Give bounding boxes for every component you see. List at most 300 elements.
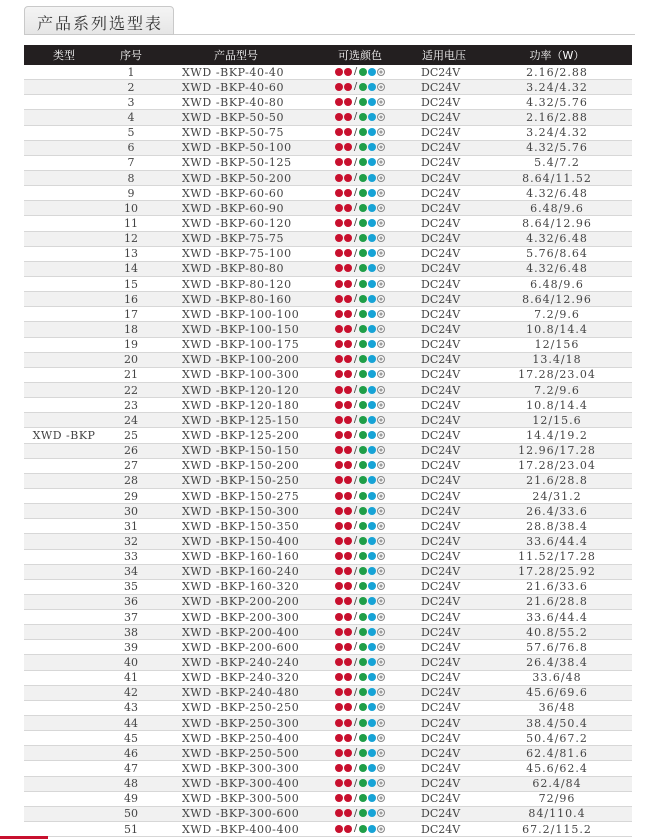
row-number: 37 — [124, 610, 138, 624]
page-title-tab — [24, 6, 174, 35]
voltage-cell: DC24V — [421, 565, 461, 579]
model-cell: XWD -BKP-150-300 — [182, 504, 300, 518]
power-cell: 33.6/44.4 — [526, 534, 588, 548]
type-label: XWD -BKP — [32, 429, 96, 442]
table-row — [24, 792, 632, 807]
table-row — [24, 655, 632, 670]
power-cell: 28.8/38.4 — [526, 519, 588, 533]
row-number: 18 — [124, 322, 138, 336]
white-dot-icon — [377, 370, 385, 378]
row-number: 33 — [124, 550, 138, 564]
row-number: 50 — [124, 807, 138, 821]
color-dots — [335, 414, 385, 425]
color-dots — [335, 323, 385, 334]
color-dots — [335, 66, 385, 77]
white-dot-icon — [377, 174, 385, 182]
power-cell: 6.48/9.6 — [530, 277, 584, 291]
voltage-cell: DC24V — [421, 686, 461, 700]
red-dot-icon — [344, 658, 352, 666]
voltage-cell: DC24V — [421, 534, 461, 548]
row-number: 15 — [124, 277, 138, 291]
power-cell: 38.4/50.4 — [526, 716, 588, 730]
red-dot-icon — [344, 597, 352, 605]
red-dot-icon — [335, 295, 343, 303]
color-options-cell — [314, 232, 406, 245]
color-options-cell — [314, 323, 406, 336]
white-dot-icon — [377, 492, 385, 500]
red-dot-icon — [335, 597, 343, 605]
slash-separator-icon: / — [353, 550, 358, 562]
row-number: 2 — [127, 80, 135, 94]
model-cell: XWD -BKP-300-600 — [182, 807, 300, 821]
blue-dot-icon — [368, 779, 376, 787]
header-voltage: 适用电压 — [422, 49, 466, 62]
red-dot-icon — [335, 325, 343, 333]
power-cell: 26.4/33.6 — [526, 504, 588, 518]
color-options-cell — [314, 701, 406, 714]
table-row — [24, 262, 632, 277]
row-number: 20 — [124, 353, 138, 367]
blue-dot-icon — [368, 719, 376, 727]
color-options-cell — [314, 353, 406, 366]
power-cell: 4.32/5.76 — [526, 95, 588, 109]
row-number: 10 — [124, 201, 138, 215]
white-dot-icon — [377, 522, 385, 530]
white-dot-icon — [377, 158, 385, 166]
blue-dot-icon — [368, 401, 376, 409]
power-cell: 10.8/14.4 — [526, 322, 588, 336]
color-options-cell — [314, 247, 406, 260]
model-cell: XWD -BKP-250-300 — [182, 716, 300, 730]
table-row — [24, 110, 632, 125]
color-dots — [335, 233, 385, 244]
row-number: 46 — [124, 746, 138, 760]
row-number: 41 — [124, 671, 138, 685]
slash-separator-icon: / — [353, 656, 358, 668]
slash-separator-icon: / — [353, 232, 358, 244]
color-dots — [335, 657, 385, 668]
power-cell: 5.4/7.2 — [534, 156, 580, 170]
power-cell: 45.6/69.6 — [526, 686, 588, 700]
model-cell: XWD -BKP-200-600 — [182, 640, 300, 654]
power-cell: 12/15.6 — [532, 413, 582, 427]
color-dots — [335, 596, 385, 607]
voltage-cell: DC24V — [421, 777, 461, 791]
white-dot-icon — [377, 280, 385, 288]
red-dot-icon — [344, 688, 352, 696]
white-dot-icon — [377, 552, 385, 560]
slash-separator-icon: / — [353, 626, 358, 638]
slash-separator-icon: / — [353, 520, 358, 532]
white-dot-icon — [377, 234, 385, 242]
white-dot-icon — [377, 264, 385, 272]
white-dot-icon — [377, 537, 385, 545]
green-dot-icon — [359, 522, 367, 530]
row-number: 11 — [124, 216, 138, 230]
red-dot-icon — [344, 794, 352, 802]
slash-separator-icon: / — [353, 565, 358, 577]
slash-separator-icon: / — [353, 202, 358, 214]
color-options-cell — [314, 172, 406, 185]
slash-separator-icon: / — [353, 293, 358, 305]
red-dot-icon — [344, 234, 352, 242]
color-dots — [335, 339, 385, 350]
model-cell: XWD -BKP-150-200 — [182, 459, 300, 473]
slash-separator-icon: / — [353, 701, 358, 713]
green-dot-icon — [359, 128, 367, 136]
table-row — [24, 277, 632, 292]
model-cell: XWD -BKP-50-125 — [182, 156, 292, 170]
white-dot-icon — [377, 567, 385, 575]
red-dot-icon — [335, 582, 343, 590]
slash-separator-icon: / — [353, 686, 358, 698]
power-cell: 5.76/8.64 — [526, 247, 588, 261]
blue-dot-icon — [368, 582, 376, 590]
red-dot-icon — [344, 401, 352, 409]
red-dot-icon — [344, 809, 352, 817]
power-cell: 24/31.2 — [532, 489, 582, 503]
table-row — [24, 292, 632, 307]
green-dot-icon — [359, 280, 367, 288]
red-dot-icon — [344, 158, 352, 166]
row-number: 12 — [124, 232, 138, 246]
red-dot-icon — [344, 325, 352, 333]
red-dot-icon — [335, 98, 343, 106]
color-options-cell — [314, 656, 406, 669]
power-cell: 45.6/62.4 — [526, 762, 588, 776]
color-options-cell — [314, 111, 406, 124]
red-dot-icon — [344, 143, 352, 151]
red-dot-icon — [335, 264, 343, 272]
slash-separator-icon: / — [353, 474, 358, 486]
red-dot-icon — [344, 461, 352, 469]
blue-dot-icon — [368, 189, 376, 197]
blue-dot-icon — [368, 476, 376, 484]
voltage-cell: DC24V — [421, 640, 461, 654]
color-dots — [335, 475, 385, 486]
slash-separator-icon: / — [353, 141, 358, 153]
blue-dot-icon — [368, 492, 376, 500]
power-cell: 14.4/19.2 — [526, 428, 588, 442]
row-number: 27 — [124, 459, 138, 473]
green-dot-icon — [359, 613, 367, 621]
table-row — [24, 610, 632, 625]
color-dots — [335, 778, 385, 789]
slash-separator-icon: / — [353, 126, 358, 138]
white-dot-icon — [377, 68, 385, 76]
slash-separator-icon: / — [353, 505, 358, 517]
slash-separator-icon: / — [353, 490, 358, 501]
color-dots — [335, 535, 385, 546]
red-dot-icon — [344, 537, 352, 545]
table-row — [24, 413, 632, 428]
voltage-cell: DC24V — [421, 292, 461, 306]
white-dot-icon — [377, 461, 385, 469]
color-options-cell — [314, 717, 406, 730]
row-number: 9 — [127, 186, 135, 200]
model-cell: XWD -BKP-80-80 — [182, 262, 285, 276]
table-row — [24, 625, 632, 640]
blue-dot-icon — [368, 68, 376, 76]
red-dot-icon — [335, 658, 343, 666]
green-dot-icon — [359, 355, 367, 363]
slash-separator-icon: / — [353, 323, 358, 335]
model-cell: XWD -BKP-150-150 — [182, 444, 300, 458]
blue-dot-icon — [368, 764, 376, 772]
red-dot-icon — [335, 340, 343, 348]
green-dot-icon — [359, 401, 367, 409]
color-options-cell — [314, 384, 406, 397]
red-dot-icon — [335, 386, 343, 394]
model-cell: XWD -BKP-300-400 — [182, 777, 300, 791]
slash-separator-icon: / — [353, 580, 358, 592]
slash-separator-icon: / — [353, 444, 358, 456]
blue-dot-icon — [368, 355, 376, 363]
power-cell: 21.6/28.8 — [526, 595, 588, 609]
power-cell: 84/110.4 — [528, 807, 586, 821]
table-row — [24, 807, 632, 822]
row-number: 29 — [124, 489, 138, 503]
color-dots — [335, 551, 385, 562]
color-options-cell — [314, 550, 406, 563]
white-dot-icon — [377, 401, 385, 409]
table-row — [24, 822, 632, 837]
red-dot-icon — [344, 310, 352, 318]
green-dot-icon — [359, 264, 367, 272]
power-cell: 17.28/23.04 — [518, 459, 596, 473]
table-row — [24, 565, 632, 580]
blue-dot-icon — [368, 83, 376, 91]
voltage-cell: DC24V — [421, 822, 461, 836]
red-dot-icon — [344, 567, 352, 575]
red-dot-icon — [335, 416, 343, 424]
voltage-cell: DC24V — [421, 338, 461, 352]
color-dots — [335, 672, 385, 683]
red-dot-icon — [344, 719, 352, 727]
green-dot-icon — [359, 386, 367, 394]
slash-separator-icon: / — [353, 807, 358, 819]
blue-dot-icon — [368, 613, 376, 621]
slash-separator-icon: / — [353, 595, 358, 607]
red-dot-icon — [335, 507, 343, 515]
green-dot-icon — [359, 582, 367, 590]
blue-dot-icon — [368, 264, 376, 272]
row-number: 3 — [127, 95, 135, 109]
voltage-cell: DC24V — [421, 247, 461, 261]
blue-dot-icon — [368, 128, 376, 136]
color-options-cell — [314, 459, 406, 472]
slash-separator-icon: / — [353, 792, 358, 804]
red-dot-icon — [335, 158, 343, 166]
row-number: 17 — [124, 307, 138, 321]
power-cell: 12.96/17.28 — [518, 444, 596, 458]
green-dot-icon — [359, 719, 367, 727]
voltage-cell: DC24V — [421, 277, 461, 291]
voltage-cell: DC24V — [421, 262, 461, 276]
model-cell: XWD -BKP-300-500 — [182, 792, 300, 806]
blue-dot-icon — [368, 734, 376, 742]
blue-dot-icon — [368, 688, 376, 696]
row-number: 44 — [124, 716, 138, 730]
power-cell: 17.28/25.92 — [518, 565, 596, 579]
color-options-cell — [314, 792, 406, 805]
red-dot-icon — [335, 764, 343, 772]
blue-dot-icon — [368, 249, 376, 257]
table-row — [24, 459, 632, 474]
blue-dot-icon — [368, 234, 376, 242]
model-cell: XWD -BKP-75-100 — [182, 247, 292, 261]
row-number: 8 — [127, 171, 135, 185]
row-number: 40 — [124, 656, 138, 670]
white-dot-icon — [377, 416, 385, 424]
row-number: 28 — [124, 474, 138, 488]
color-dots — [335, 293, 385, 304]
white-dot-icon — [377, 643, 385, 651]
header-power: 功率（W） — [529, 49, 585, 62]
slash-separator-icon: / — [353, 429, 358, 441]
row-number: 5 — [127, 126, 135, 140]
color-dots — [335, 369, 385, 380]
power-cell: 21.6/33.6 — [526, 580, 588, 594]
blue-dot-icon — [368, 673, 376, 681]
row-number: 21 — [124, 368, 138, 382]
color-options-cell — [314, 762, 406, 775]
voltage-cell: DC24V — [421, 110, 461, 124]
slash-separator-icon: / — [353, 308, 358, 320]
slash-separator-icon: / — [353, 81, 358, 93]
table-row — [24, 701, 632, 716]
white-dot-icon — [377, 582, 385, 590]
page-title: 产品系列选型表 — [37, 14, 164, 33]
power-cell: 40.8/55.2 — [526, 625, 588, 639]
slash-separator-icon: / — [353, 172, 358, 184]
power-cell: 21.6/28.8 — [526, 474, 588, 488]
slash-separator-icon: / — [353, 96, 358, 108]
power-cell: 62.4/81.6 — [526, 746, 588, 760]
model-cell: XWD -BKP-160-240 — [182, 565, 300, 579]
blue-dot-icon — [368, 794, 376, 802]
voltage-cell: DC24V — [421, 610, 461, 624]
slash-separator-icon: / — [353, 535, 358, 547]
red-dot-icon — [344, 446, 352, 454]
power-cell: 8.64/11.52 — [522, 171, 592, 185]
slash-separator-icon: / — [353, 262, 358, 274]
power-cell: 33.6/48 — [532, 671, 582, 685]
color-dots — [335, 217, 385, 228]
model-cell: XWD -BKP-40-60 — [182, 80, 285, 94]
power-cell: 50.4/67.2 — [526, 731, 588, 745]
row-number: 13 — [124, 247, 138, 261]
color-dots — [335, 490, 385, 501]
red-dot-icon — [335, 189, 343, 197]
color-dots — [335, 641, 385, 652]
red-dot-icon — [335, 703, 343, 711]
red-dot-icon — [344, 492, 352, 500]
table-row — [24, 65, 632, 80]
model-cell: XWD -BKP-200-200 — [182, 595, 300, 609]
color-options-cell — [314, 308, 406, 321]
red-dot-icon — [335, 522, 343, 530]
model-cell: XWD -BKP-150-400 — [182, 534, 300, 548]
voltage-cell: DC24V — [421, 504, 461, 518]
red-dot-icon — [335, 355, 343, 363]
row-number: 47 — [124, 762, 138, 776]
color-dots — [335, 732, 385, 743]
model-cell: XWD -BKP-80-160 — [182, 292, 292, 306]
blue-dot-icon — [368, 567, 376, 575]
color-options-cell — [314, 96, 406, 109]
color-options-cell — [314, 141, 406, 154]
red-dot-icon — [335, 734, 343, 742]
color-options-cell — [314, 595, 406, 608]
color-options-cell — [314, 823, 406, 836]
slash-separator-icon: / — [353, 823, 358, 835]
blue-dot-icon — [368, 370, 376, 378]
model-cell: XWD -BKP-100-200 — [182, 353, 300, 367]
color-options-cell — [314, 187, 406, 200]
slash-separator-icon: / — [353, 762, 358, 774]
color-options-cell — [314, 262, 406, 275]
slash-separator-icon: / — [353, 187, 358, 199]
slash-separator-icon: / — [353, 156, 358, 168]
row-number: 49 — [124, 792, 138, 806]
color-dots — [335, 429, 385, 440]
color-options-cell — [314, 202, 406, 215]
red-dot-icon — [335, 83, 343, 91]
white-dot-icon — [377, 703, 385, 711]
red-dot-icon — [335, 310, 343, 318]
green-dot-icon — [359, 446, 367, 454]
voltage-cell: DC24V — [421, 595, 461, 609]
model-cell: XWD -BKP-250-500 — [182, 746, 300, 760]
red-dot-icon — [335, 461, 343, 469]
table-row — [24, 595, 632, 610]
red-dot-icon — [344, 68, 352, 76]
green-dot-icon — [359, 703, 367, 711]
product-selection-table — [24, 45, 632, 837]
red-dot-icon — [335, 688, 343, 696]
white-dot-icon — [377, 809, 385, 817]
power-cell: 2.16/2.88 — [526, 110, 588, 124]
slash-separator-icon: / — [353, 399, 358, 411]
blue-dot-icon — [368, 219, 376, 227]
green-dot-icon — [359, 158, 367, 166]
color-dots — [335, 172, 385, 183]
table-row — [24, 777, 632, 792]
table-row — [24, 322, 632, 337]
model-cell: XWD -BKP-80-120 — [182, 277, 292, 291]
white-dot-icon — [377, 673, 385, 681]
green-dot-icon — [359, 734, 367, 742]
red-dot-icon — [335, 128, 343, 136]
model-cell: XWD -BKP-150-275 — [182, 489, 300, 503]
color-options-cell — [314, 520, 406, 533]
red-dot-icon — [335, 204, 343, 212]
red-dot-icon — [335, 431, 343, 439]
voltage-cell: DC24V — [421, 186, 461, 200]
color-dots — [335, 581, 385, 592]
green-dot-icon — [359, 143, 367, 151]
table-row — [24, 80, 632, 95]
green-dot-icon — [359, 310, 367, 318]
row-number: 48 — [124, 777, 138, 791]
table-row — [24, 307, 632, 322]
red-dot-icon — [344, 628, 352, 636]
red-dot-icon — [344, 249, 352, 257]
voltage-cell: DC24V — [421, 307, 461, 321]
title-divider — [174, 34, 635, 35]
table-row — [24, 761, 632, 776]
